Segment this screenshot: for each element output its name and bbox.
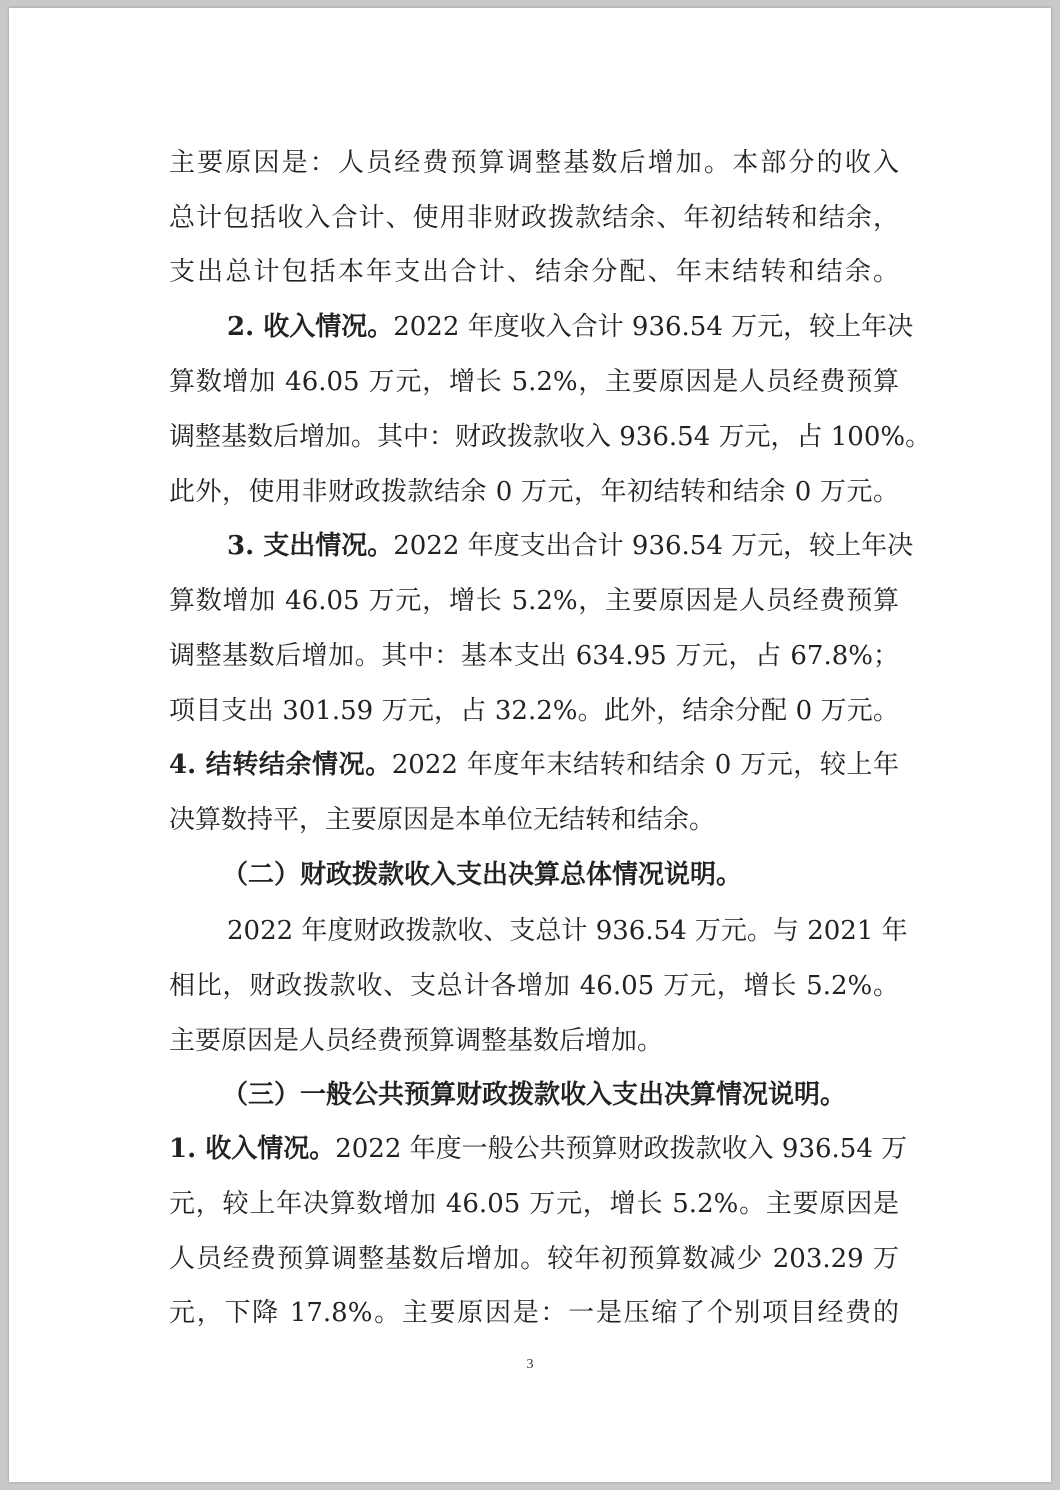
text-line: 3. 支出情况。2022 年度支出合计 936.54 万元，较上年决: [227, 531, 914, 561]
section-title: [222, 855, 899, 895]
text-line: 2. 收入情况。2022 年度收入合计 936.54 万元，较上年决: [227, 312, 914, 342]
text-line: 算数增加 46.05 万元，增长 5.2%，主要原因是人员经费预算: [169, 586, 899, 616]
text-line: 主要原因是人员经费预算调整基数后增加。: [169, 1026, 664, 1056]
section-heading: 3. 支出情况。: [227, 531, 394, 561]
text-line: 4. 结转结余情况。2022 年度年末结转和结余 0 万元，较上年: [169, 750, 899, 780]
text-line: 算数增加 46.05 万元，增长 5.2%，主要原因是人员经费预算: [169, 367, 899, 397]
text-line: 决算数持平，主要原因是本单位无结转和结余。: [169, 805, 716, 835]
section-heading: 1. 收入情况。: [169, 1134, 336, 1164]
text-line: 调整基数后增加。其中：基本支出 634.95 万元，占 67.8%；: [169, 641, 899, 671]
text-line: 人员经费预算调整基数后增加。较年初预算数减少 203.29 万: [169, 1244, 899, 1274]
text-line: 总计包括收入合计、使用非财政拨款结余、年初结转和结余，: [169, 203, 899, 233]
section-heading: 4. 结转结余情况。: [169, 750, 392, 780]
text-line: 相比，财政拨款收、支总计各增加 46.05 万元，增长 5.2%。: [169, 971, 899, 1001]
text-line: 项目支出 301.59 万元，占 32.2%。此外，结余分配 0 万元。: [169, 696, 899, 726]
page-number: 3: [526, 1357, 534, 1372]
section-heading: （三）一般公共预算财政拨款收入支出决算情况说明。: [222, 1080, 847, 1110]
text-line: 此外，使用非财政拨款结余 0 万元，年初结转和结余 0 万元。: [169, 477, 899, 507]
section-title: [222, 1075, 899, 1115]
text-line: 调整基数后增加。其中：财政拨款收入 936.54 万元，占 100%。: [169, 422, 932, 452]
text-line: 支出总计包括本年支出合计、结余分配、年末结转和结余。: [169, 257, 899, 287]
text-line: 主要原因是：人员经费预算调整基数后增加。本部分的收入: [169, 148, 899, 178]
text-line: 2022 年度财政拨款收、支总计 936.54 万元。与 2021 年: [227, 916, 908, 946]
section-heading: 2. 收入情况。: [227, 312, 394, 342]
text-line: 元，较上年决算数增加 46.05 万元，增长 5.2%。主要原因是: [169, 1189, 899, 1219]
text-line: 元，下降 17.8%。主要原因是：一是压缩了个别项目经费的: [169, 1298, 899, 1328]
document-page: [9, 8, 1051, 1482]
section-heading: （二）财政拨款收入支出决算总体情况说明。: [222, 860, 743, 890]
text-line: 1. 收入情况。2022 年度一般公共预算财政拨款收入 936.54 万: [169, 1134, 908, 1164]
